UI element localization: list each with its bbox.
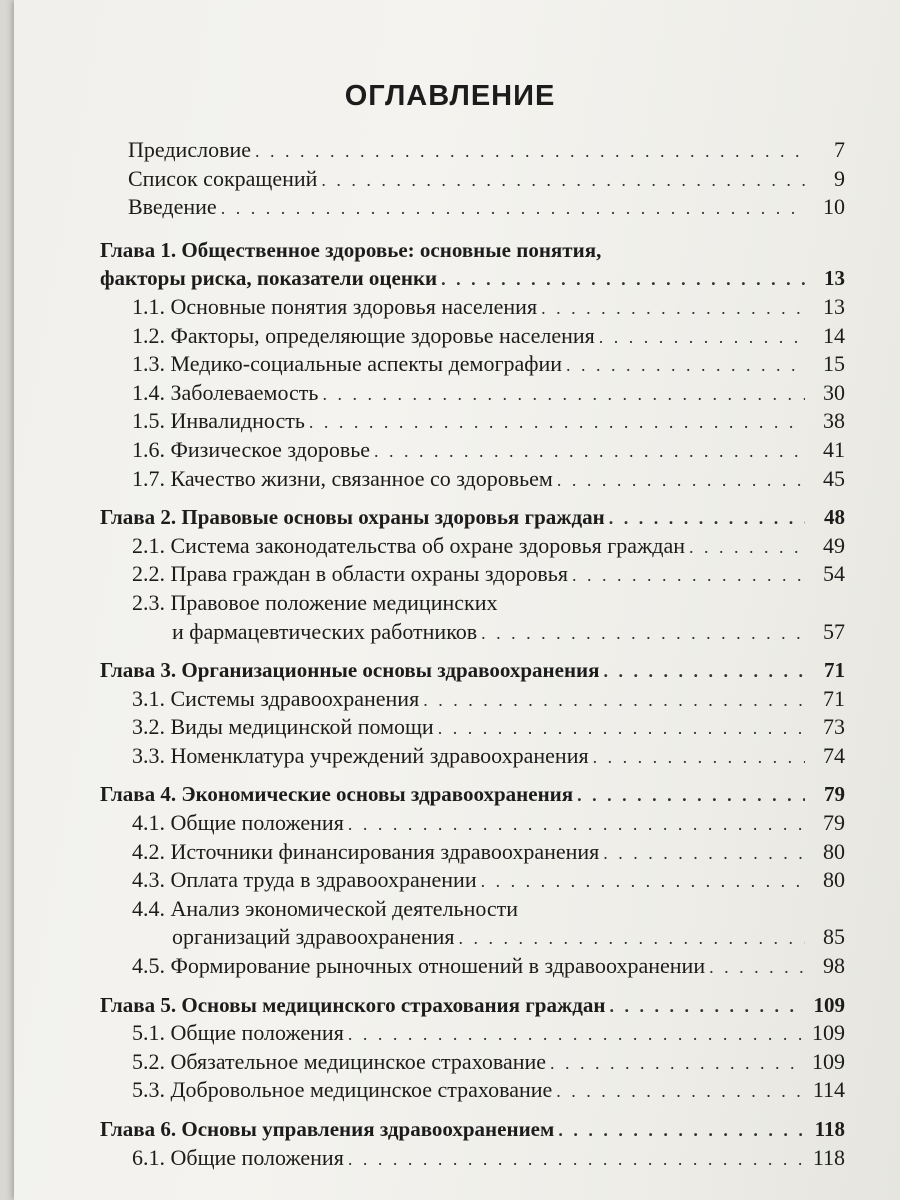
toc-section-1-4 xyxy=(100,379,845,408)
toc-section-5-1 xyxy=(100,1019,845,1048)
dot-leader xyxy=(322,380,805,409)
toc-section-2-2 xyxy=(100,560,845,589)
section-title: 5.3. Добровольное медицинское страхование xyxy=(132,1077,553,1103)
toc-page-number: 80 xyxy=(823,838,845,864)
dot-leader xyxy=(609,992,805,1021)
toc-page-number: 109 xyxy=(812,1048,845,1074)
chapter-1-title-line1: Глава 1. Общественное здоровье: основные понятия, xyxy=(100,237,602,262)
toc-section-6-1 xyxy=(100,1144,845,1173)
section-title: 3.3. Номенклатура учреждений здравоохранения xyxy=(132,742,589,768)
toc-section-1-5 xyxy=(100,407,845,436)
toc-page-number: 9 xyxy=(834,165,845,191)
toc-page-number: 80 xyxy=(823,867,845,893)
dot-leader xyxy=(709,953,805,982)
toc-entry-title: Список сокращений xyxy=(128,165,318,191)
dot-leader xyxy=(348,810,805,839)
section-title: 4.1. Общие положения xyxy=(132,810,344,836)
chapter-6-heading xyxy=(100,1115,845,1144)
dot-leader xyxy=(604,657,806,686)
toc-section-5-2 xyxy=(100,1048,845,1077)
toc-section-1-1 xyxy=(100,293,845,322)
toc-section-1-7 xyxy=(100,465,845,494)
chapter-title: Глава 3. Организационные основы здравоохранения xyxy=(100,658,600,683)
dot-leader xyxy=(556,1077,805,1106)
toc-page-number: 10 xyxy=(823,194,845,220)
toc-page-number: 13 xyxy=(824,266,845,291)
toc-section-3-1 xyxy=(100,685,845,714)
section-title: 2.1. Система законодательства об охране здоровья граждан xyxy=(132,532,686,558)
toc-entry-introduction xyxy=(100,193,845,222)
toc-page-number: 13 xyxy=(823,293,845,319)
dot-leader xyxy=(550,1049,805,1078)
section-title: 4.5. Формирование рыночных отношений в здравоохранении xyxy=(132,953,706,979)
toc-page-number: 71 xyxy=(823,685,845,711)
section-title: 5.2. Обязательное медицинское страхование xyxy=(132,1048,547,1074)
dot-leader xyxy=(593,743,805,772)
toc-page-number: 48 xyxy=(824,505,845,530)
toc-entry-preface xyxy=(100,136,845,165)
dot-leader xyxy=(423,686,805,715)
dot-leader xyxy=(609,504,805,533)
dot-leader xyxy=(603,839,805,868)
dot-leader xyxy=(689,533,805,562)
toc-section-2-3-line1: 2.3. Правовое положение медицинских xyxy=(132,589,498,615)
section-title: 4.2. Источники финансирования здравоохранения xyxy=(132,838,600,864)
toc-entry-title: Введение xyxy=(128,194,217,220)
section-title: и фармацевтических работников xyxy=(172,618,478,644)
toc-page-number: 109 xyxy=(813,992,845,1017)
section-title: 3.1. Системы здравоохранения xyxy=(132,685,420,711)
toc-page-number: 118 xyxy=(812,1144,845,1170)
dot-leader xyxy=(255,137,805,166)
toc-section-2-1 xyxy=(100,532,845,561)
toc-page-number: 30 xyxy=(823,379,845,405)
dot-leader xyxy=(558,1116,805,1145)
dot-leader xyxy=(541,294,805,323)
section-title: 1.5. Инвалидность xyxy=(132,408,305,434)
toc-section-4-4-line1: 4.4. Анализ экономической деятельности xyxy=(132,895,519,921)
toc-page-number: 41 xyxy=(823,436,845,462)
dot-leader xyxy=(577,781,805,810)
section-title: 1.3. Медико-социальные аспекты демографии xyxy=(132,351,563,377)
toc-section-1-3 xyxy=(100,350,845,379)
dot-leader xyxy=(566,351,805,380)
toc-section-1-2 xyxy=(100,322,845,351)
toc-section-5-3 xyxy=(100,1076,845,1105)
dot-leader xyxy=(481,619,805,648)
chapter-5-heading xyxy=(100,991,845,1020)
toc-page-number: 98 xyxy=(823,953,845,979)
chapter-1-heading xyxy=(100,264,845,293)
dot-leader xyxy=(438,714,805,743)
toc-page-number: 118 xyxy=(814,1117,845,1141)
dot-leader xyxy=(481,867,805,896)
dot-leader xyxy=(374,437,805,466)
toc-page-number: 49 xyxy=(823,532,845,558)
dot-leader xyxy=(557,466,805,495)
toc-page-number: 85 xyxy=(823,924,845,950)
section-title: 1.4. Заболеваемость xyxy=(132,379,319,405)
section-title: 3.2. Виды медицинской помощи xyxy=(132,714,434,740)
toc-section-3-2 xyxy=(100,713,845,742)
section-title: 4.3. Оплата труда в здравоохранении xyxy=(132,867,477,893)
toc-page-number: 15 xyxy=(823,351,845,377)
toc-entry-abbreviations xyxy=(100,165,845,194)
toc-page-number: 109 xyxy=(812,1020,845,1046)
section-title: 1.2. Факторы, определяющие здоровье населения xyxy=(132,322,595,348)
toc-page-number: 14 xyxy=(823,322,845,348)
section-title: 5.1. Общие положения xyxy=(132,1020,344,1046)
toc-page-number: 45 xyxy=(823,465,845,491)
toc-page-number: 38 xyxy=(823,408,845,434)
toc-section-4-3 xyxy=(100,866,845,895)
toc-page-number: 79 xyxy=(824,782,845,807)
chapter-title: Глава 5. Основы медицинского страхования граждан xyxy=(100,992,606,1017)
toc-page-number: 74 xyxy=(823,742,845,768)
section-title: 1.1. Основные понятия здоровья населения xyxy=(132,293,538,319)
section-title: 6.1. Общие положения xyxy=(132,1144,344,1170)
dot-leader xyxy=(441,265,805,294)
toc-section-4-1 xyxy=(100,809,845,838)
chapter-title: Глава 4. Экономические основы здравоохранения xyxy=(100,782,574,807)
section-title: 2.2. Права граждан в области охраны здоровья xyxy=(132,561,568,587)
dot-leader xyxy=(309,408,805,437)
chapter-3-heading xyxy=(100,656,845,685)
chapter-4-heading xyxy=(100,780,845,809)
toc-page-number: 114 xyxy=(812,1077,845,1103)
toc-page-number: 73 xyxy=(823,714,845,740)
toc-page-number: 57 xyxy=(823,618,845,644)
section-title: 1.7. Качество жизни, связанное со здоровьем xyxy=(132,465,553,491)
dot-leader xyxy=(459,924,805,953)
page-title: ОГЛАВЛЕНИЕ xyxy=(344,80,556,112)
chapter-title: факторы риска, показатели оценки xyxy=(100,266,438,291)
toc-page-number: 7 xyxy=(834,137,845,162)
dot-leader xyxy=(321,166,805,195)
dot-leader xyxy=(572,561,805,590)
chapter-title: Глава 2. Правовые основы охраны здоровья граждан xyxy=(100,505,605,530)
toc-page-number: 71 xyxy=(824,658,845,683)
toc-section-3-3 xyxy=(100,742,845,771)
dot-leader xyxy=(348,1145,805,1174)
dot-leader xyxy=(348,1020,805,1049)
toc-section-1-6 xyxy=(100,436,845,465)
section-title: организаций здравоохранения xyxy=(172,924,455,950)
section-title: 1.6. Физическое здоровье xyxy=(132,436,371,462)
dot-leader xyxy=(599,323,805,352)
toc-section-4-2 xyxy=(100,838,845,867)
toc-entry-title: Предисловие xyxy=(128,137,251,162)
toc-section-2-3 xyxy=(100,618,845,647)
toc-page-number: 79 xyxy=(823,810,845,836)
chapter-title: Глава 6. Основы управления здравоохранением xyxy=(100,1117,555,1141)
dot-leader xyxy=(221,194,805,223)
toc-section-4-4 xyxy=(100,923,845,952)
chapter-2-heading xyxy=(100,503,845,532)
toc-section-4-5 xyxy=(100,952,845,981)
toc-page-number: 54 xyxy=(823,561,845,587)
table-of-contents xyxy=(100,136,845,1172)
